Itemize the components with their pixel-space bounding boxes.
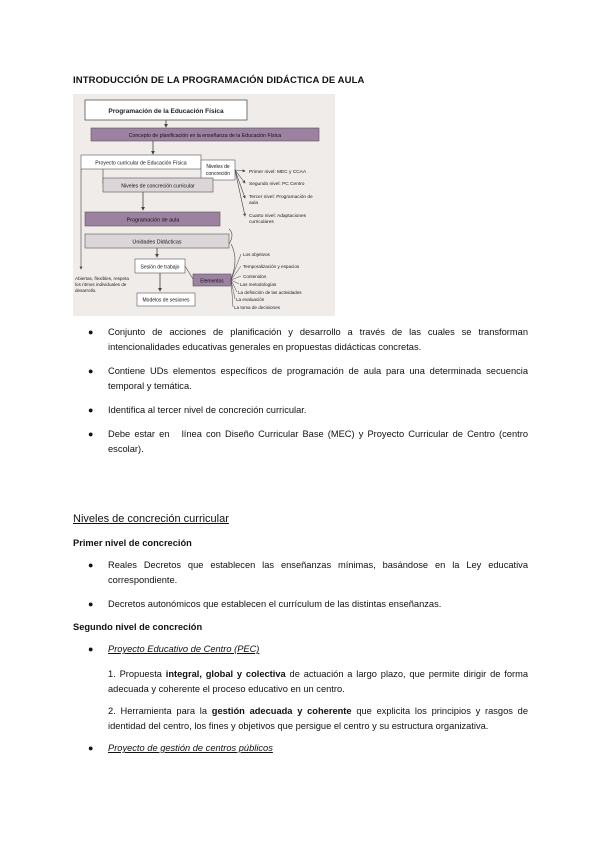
diagram-element-5: La definición de las actividades [238,290,302,295]
svg-text:los ritmos individuales de: los ritmos individuales de [75,282,127,287]
section-title: Niveles de concreción curricular [73,513,229,525]
pec-paragraph-1 [108,667,528,697]
bullet-text: Decretos autonómicos que establecen el currículum de las distintas enseñanzas. [108,599,442,609]
diagram-modelos-label: Modelos de sesiones [142,297,190,304]
list-item [88,325,528,355]
bullet-text: Reales Decretos que establecen las enseñanzas mínimas, basándose en la Ley educativa correspondiente. [108,560,528,585]
diagram-concept-label: Concepto de planificación en la enseñanza de la Educación Física [128,133,282,139]
list-item [88,597,528,612]
diagram-element-1: Los objetivos [243,252,270,257]
bullet-icon: ● [88,599,94,609]
pgc-bullet [88,741,528,756]
intro-bullet-list [88,325,531,457]
bullet-text: Conjunto de acciones de planificación y desarrollo a través de las cuales se transforman intencionalidades educativas generales en propuestas didácticas concretas. [108,327,528,352]
programming-diagram [73,94,335,316]
pec-title: Proyecto Educativo de Centro (PEC) [108,644,260,654]
diagram-element-2: Temporalización y espacios [243,264,300,269]
diagram-elementos-label: Elementos [200,278,224,285]
bullet-text: Contiene UDs elementos específicos de programación de aula para una determinada secuencia temporal y temática. [108,366,528,391]
diagram-element-3: Contenidos [243,274,267,279]
list-item [88,403,528,418]
page-title: INTRODUCCIÓN DE LA PROGRAMACIÓN DIDÁCTICA DE AULA [73,75,365,86]
p2-text: 2. Herramienta para la [108,706,212,716]
p1-bold: integral, global y colectiva [165,669,286,679]
pgc-title: Proyecto de gestión de centros públicos [108,743,273,753]
diagram-prog-aula-label: Programación de aula [126,217,180,224]
p2-text-end: que explicita los principios y rasgos de identidad del centro, los fines y objetivos que persigue el centro y su estructura organizativa. [108,706,528,731]
bullet-icon: ● [88,327,94,337]
diagram-svg [73,94,335,316]
svg-text:Abiertas, flexibles, respeta: Abiertas, flexibles, respeta [75,276,129,281]
diagram-ud-label: Unidades Didácticas [132,239,182,246]
diagram-level-2: Segundo nivel: PC Centro [249,182,305,187]
p1-text: 1. Propuesta [108,669,166,679]
bullet-text: Debe estar en línea con Diseño Curricular Base (MEC) y Proyecto Curricular de Centro (centro escolar). [108,429,531,454]
first-level-bullet-list [88,558,528,612]
p2-bold: gestión adecuada y coherente [211,706,352,716]
svg-text:Cuarto nivel: Adaptaciones: Cuarto nivel: Adaptaciones [249,214,307,219]
diagram-element-4: Las metodologías [240,282,277,287]
svg-text:Tercer nivel: Programación de: Tercer nivel: Programación de [249,195,313,200]
bullet-icon: ● [88,366,94,376]
list-item [88,741,528,756]
svg-text:concreción: concreción [205,171,231,177]
diagram-niveles-cur-label: Niveles de concreción curricular [121,183,195,190]
pec-paragraph-2 [108,704,528,734]
list-item [88,427,531,457]
svg-text:aula: aula [249,201,259,206]
svg-text:desarrollo.: desarrollo. [75,288,97,293]
first-level-heading: Primer nivel de concreción [73,538,192,548]
second-level-heading: Segundo nivel de concreción [73,622,203,632]
diagram-niveles-box [201,160,235,180]
bullet-icon: ● [88,560,94,570]
bullet-icon: ● [88,743,94,753]
diagram-top-label: Programación de la Educación Física [108,108,224,115]
diagram-pcef-label: Proyecto curricular de Educación Física [95,160,187,167]
svg-text:Niveles de: Niveles de [206,164,230,170]
pec-bullet [88,642,528,657]
list-item [88,558,528,588]
bullet-text: Identifica al tercer nivel de concreción curricular. [108,405,307,415]
p1-text-end: de actuación a largo plazo, que permite dirigir de forma adecuada y coherente el proceso educativo en un centro. [108,669,528,694]
list-item [88,364,528,394]
diagram-sesion-label: Sesión de trabajo [140,264,180,271]
svg-text:curriculares: curriculares [249,220,274,225]
bullet-icon: ● [88,644,94,654]
diagram-element-7: La toma de decisiones [234,305,280,310]
bullet-icon: ● [88,405,94,415]
bullet-icon: ● [88,429,94,439]
list-item [88,642,528,657]
diagram-element-6: La evaluación [236,297,265,302]
diagram-level-1: Primer nivel: MEC y CCAA [249,170,307,175]
